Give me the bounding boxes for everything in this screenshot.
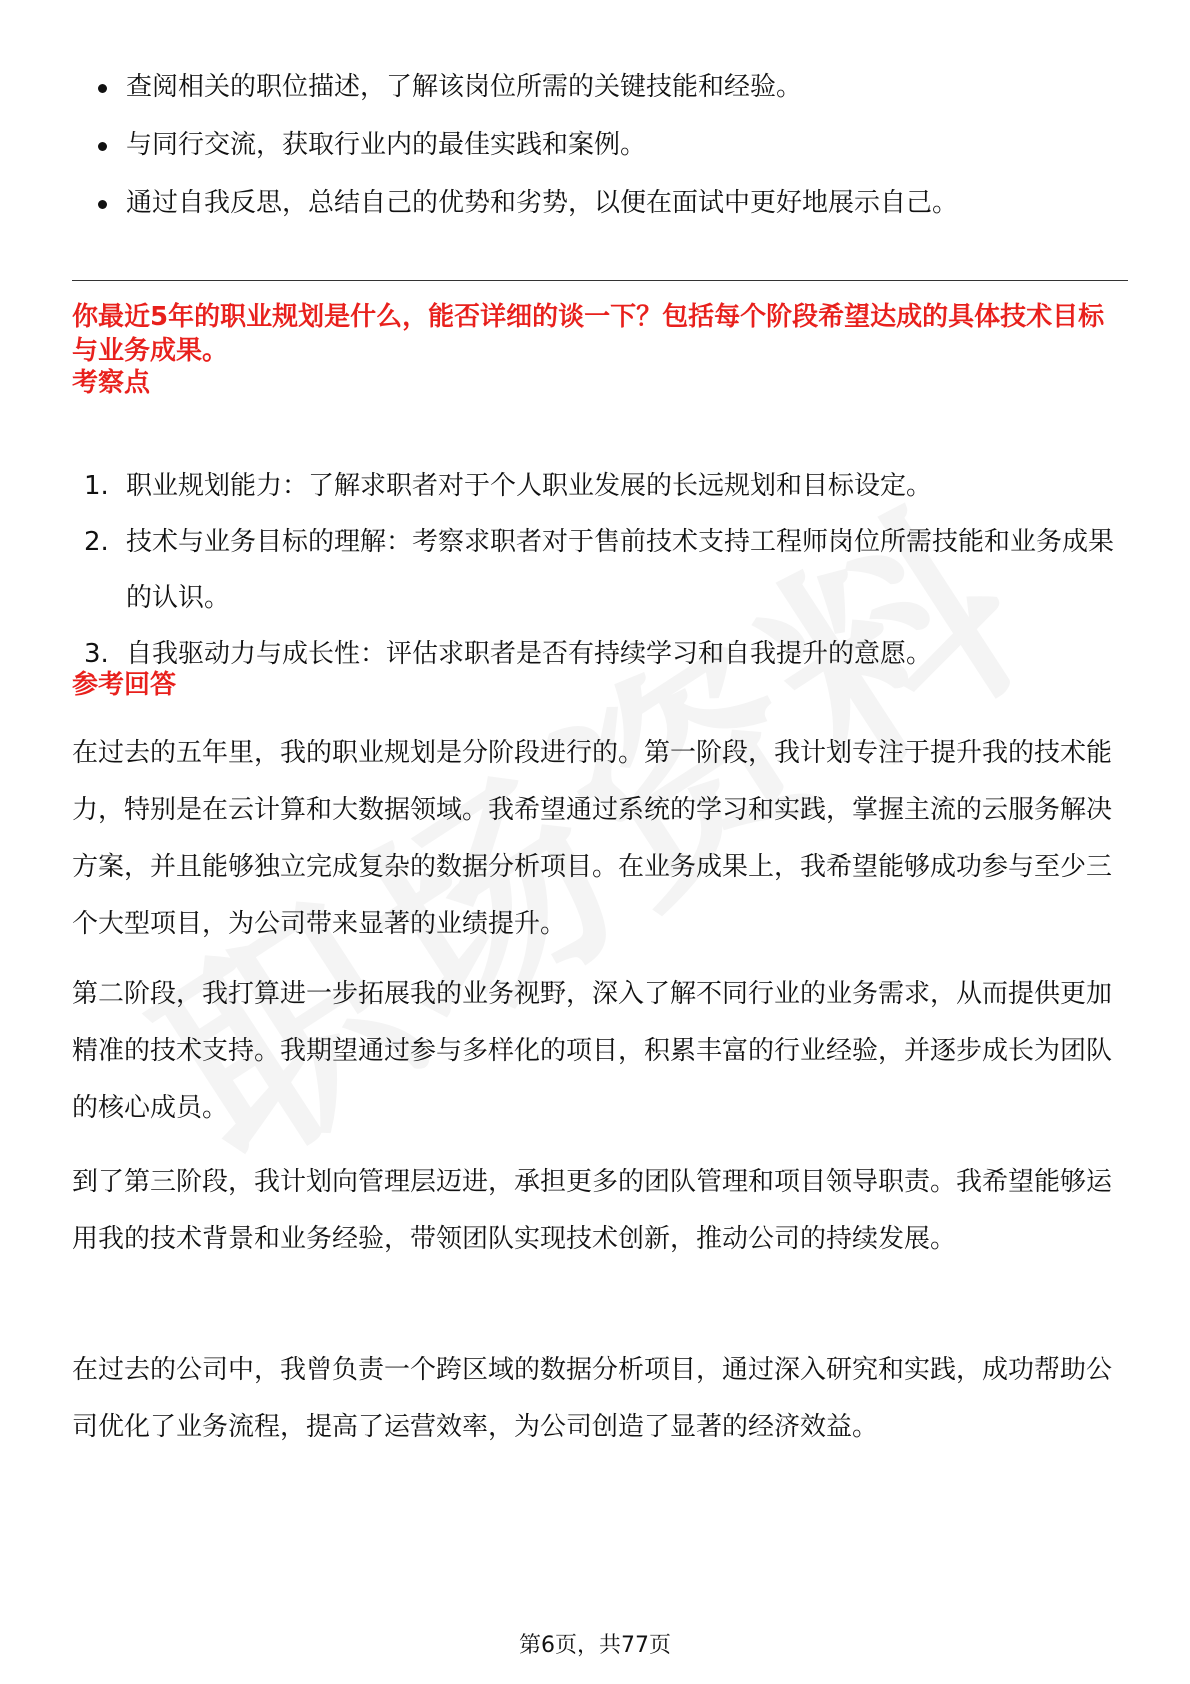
list-item: 1. 职业规划能力：了解求职者对于个人职业发展的长远规划和目标设定。	[84, 471, 933, 501]
answer-paragraph: 第二阶段，我打算进一步拓展我的业务视野，深入了解不同行业的业务需求，从而提供更加精准的技术支持。我期望通过参与多样化的项目，积累丰富的行业经验，并逐步成长为团队的核心成员。	[72, 979, 1113, 1123]
answer-heading: 参考回答	[72, 670, 177, 700]
assessment-list	[72, 458, 1128, 682]
list-item: 查阅相关的职位描述，了解该岗位所需的关键技能和经验。	[72, 58, 1128, 116]
question-heading: 你最近5年的职业规划是什么，能否详细的谈一下？包括每个阶段希望达成的具体技术目标与业务成果。	[72, 302, 1105, 366]
bullet-icon	[98, 142, 107, 151]
assessment-heading: 考察点	[72, 368, 151, 398]
list-item: 与同行交流，获取行业内的最佳实践和案例。	[72, 116, 1128, 174]
list-item: 3. 自我驱动力与成长性：评估求职者是否有持续学习和自我提升的意愿。	[84, 639, 933, 669]
list-item: 通过自我反思，总结自己的优势和劣势，以便在面试中更好地展示自己。	[72, 174, 1128, 232]
bullet-icon	[98, 200, 107, 209]
section-divider	[72, 280, 1128, 281]
answer-paragraph: 到了第三阶段，我计划向管理层迈进，承担更多的团队管理和项目领导职责。我希望能够运用我的技术背景和业务经验，带领团队实现技术创新，推动公司的持续发展。	[72, 1167, 1113, 1254]
answer-paragraph: 在过去的五年里，我的职业规划是分阶段进行的。第一阶段，我计划专注于提升我的技术能力，特别是在云计算和大数据领域。我希望通过系统的学习和实践，掌握主流的云服务解决方案，并且能够独立完成复杂的数据分析项目。在业务成果上，我希望能够成功参与至少三个大型项目，为公司带来显著的业绩提升。	[72, 738, 1113, 939]
answer-paragraph: 在过去的公司中，我曾负责一个跨区域的数据分析项目，通过深入研究和实践，成功帮助公司优化了业务流程，提高了运营效率，为公司创造了显著的经济效益。	[72, 1355, 1113, 1442]
intro-bullet-list	[72, 58, 1128, 232]
list-item: 2. 技术与业务目标的理解：考察求职者对于售前技术支持工程师岗位所需技能和业务成果的认识。	[84, 527, 1115, 613]
page-number: 第6页，共77页	[519, 1633, 671, 1658]
bullet-icon	[98, 84, 107, 93]
